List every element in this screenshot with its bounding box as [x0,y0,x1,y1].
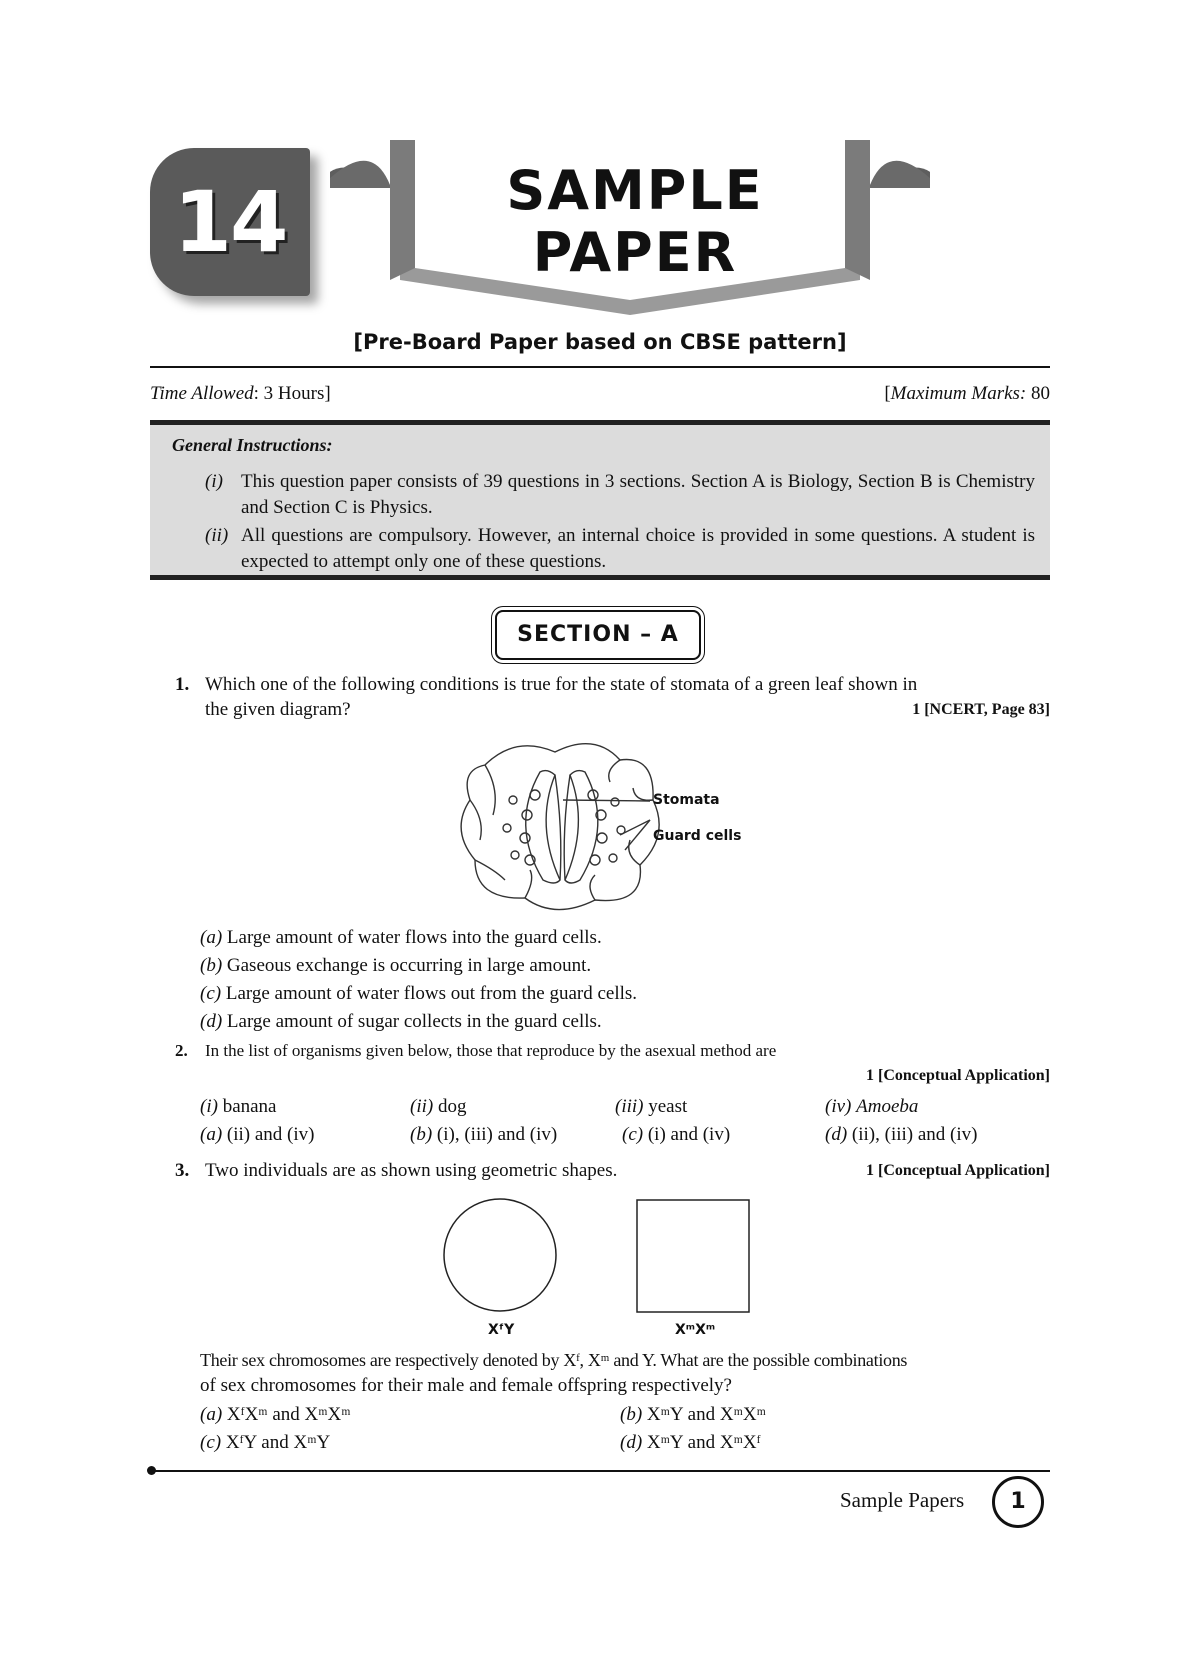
q2-item-iii: (iii) yeast [615,1096,688,1117]
question-number: 3. [175,1160,190,1181]
label-stomata: Stomata [653,792,720,808]
question-text-line2: of sex chromosomes for their male and female offspring respectively? [200,1375,732,1396]
divider [150,366,1050,368]
square-shape [637,1200,749,1312]
question-ref: 1 [Conceptual Application] [865,1067,1050,1084]
q2-item-i: (i) banana [200,1096,277,1117]
page-number: 1 [992,1476,1044,1528]
q1-option-d: (d) Large amount of sugar collects in the guard cells. [200,1011,602,1032]
q1-option-a: (a) Large amount of water flows into the guard cells. [200,927,602,948]
question-2 [175,1038,1050,1088]
circle-label: XᶠY [488,1322,515,1338]
time-label: Time Allowed [150,383,254,404]
instruction-item [205,469,1035,521]
question-text-line1: Their sex chromosomes are respectively denoted by Xᶠ, Xᵐ and Y. What are the possible combinations [200,1350,908,1370]
q2-option-a: (a) (ii) and (iv) [200,1124,315,1145]
q3-option-b: (b) XᵐY and XᵐXᵐ [620,1404,766,1425]
title-line-1: SAMPLE [506,159,764,222]
paper-subtitle: [Pre-Board Paper based on CBSE pattern] [353,330,847,354]
marks-prefix: [ [884,383,891,404]
instructions-heading: General Instructions: [172,435,333,455]
question-ref: 1 [NCERT, Page 83] [912,701,1050,718]
question-number: 1. [175,674,190,695]
question-ref: 1 [Conceptual Application] [865,1162,1050,1179]
marks-value: 80 [1026,383,1050,404]
time-marks-row [150,383,1050,405]
geometric-shapes-diagram [440,1195,760,1325]
marks-label: Maximum Marks: [890,383,1027,404]
label-guard-cells: Guard cells [653,828,742,844]
q1-option-b: (b) Gaseous exchange is occurring in large amount. [200,955,592,976]
question-1 [175,672,1050,722]
question-text-line1: Which one of the following conditions is true for the state of stomata of a green leaf shown in [205,674,918,695]
paper-number-badge: 14 [150,148,310,296]
question-3 [175,1158,1050,1183]
question-3-body [200,1348,1050,1398]
footer-rule [150,1470,1050,1472]
question-text: In the list of organisms given below, those that reproduce by the asexual method are [205,1041,777,1060]
q2-item-iv: (iv) Amoeba [825,1096,919,1117]
instruction-text: All questions are compulsory. However, an internal choice is provided in some questions. A student is expected to attempt only one of these questions. [241,525,1035,572]
q2-option-c: (c) (i) and (iv) [622,1124,731,1145]
q2-item-ii: (ii) dog [410,1096,467,1117]
question-text: Two individuals are as shown using geometric shapes. [205,1160,618,1181]
instruction-item [205,523,1035,575]
question-number: 2. [175,1041,188,1060]
footer-dot [147,1466,156,1475]
banner-title [470,160,800,284]
title-line-2: PAPER [532,221,738,284]
instruction-marker: (ii) [205,525,229,546]
q1-option-c: (c) Large amount of water flows out from the guard cells. [200,983,638,1004]
q3-option-a: (a) XᶠXᵐ and XᵐXᵐ [200,1404,351,1425]
square-label: XᵐXᵐ [675,1322,716,1338]
question-text-line2: the given diagram? [205,699,351,720]
footer-label: Sample Papers [840,1488,965,1512]
general-instructions-box [150,420,1050,580]
time-value: : 3 Hours] [253,383,331,404]
section-title: SECTION – A [495,610,701,660]
q2-option-b: (b) (i), (iii) and (iv) [410,1124,558,1145]
instruction-marker: (i) [205,471,223,492]
circle-shape [444,1199,556,1311]
q3-option-c: (c) XᶠY and XᵐY [200,1432,331,1453]
instruction-text: This question paper consists of 39 questions in 3 sections. Section A is Biology, Section B is Chemistry and Section C is Physics. [241,471,1035,518]
q3-option-d: (d) XᵐY and XᵐXᶠ [620,1432,761,1453]
q2-option-d: (d) (ii), (iii) and (iv) [825,1124,978,1145]
